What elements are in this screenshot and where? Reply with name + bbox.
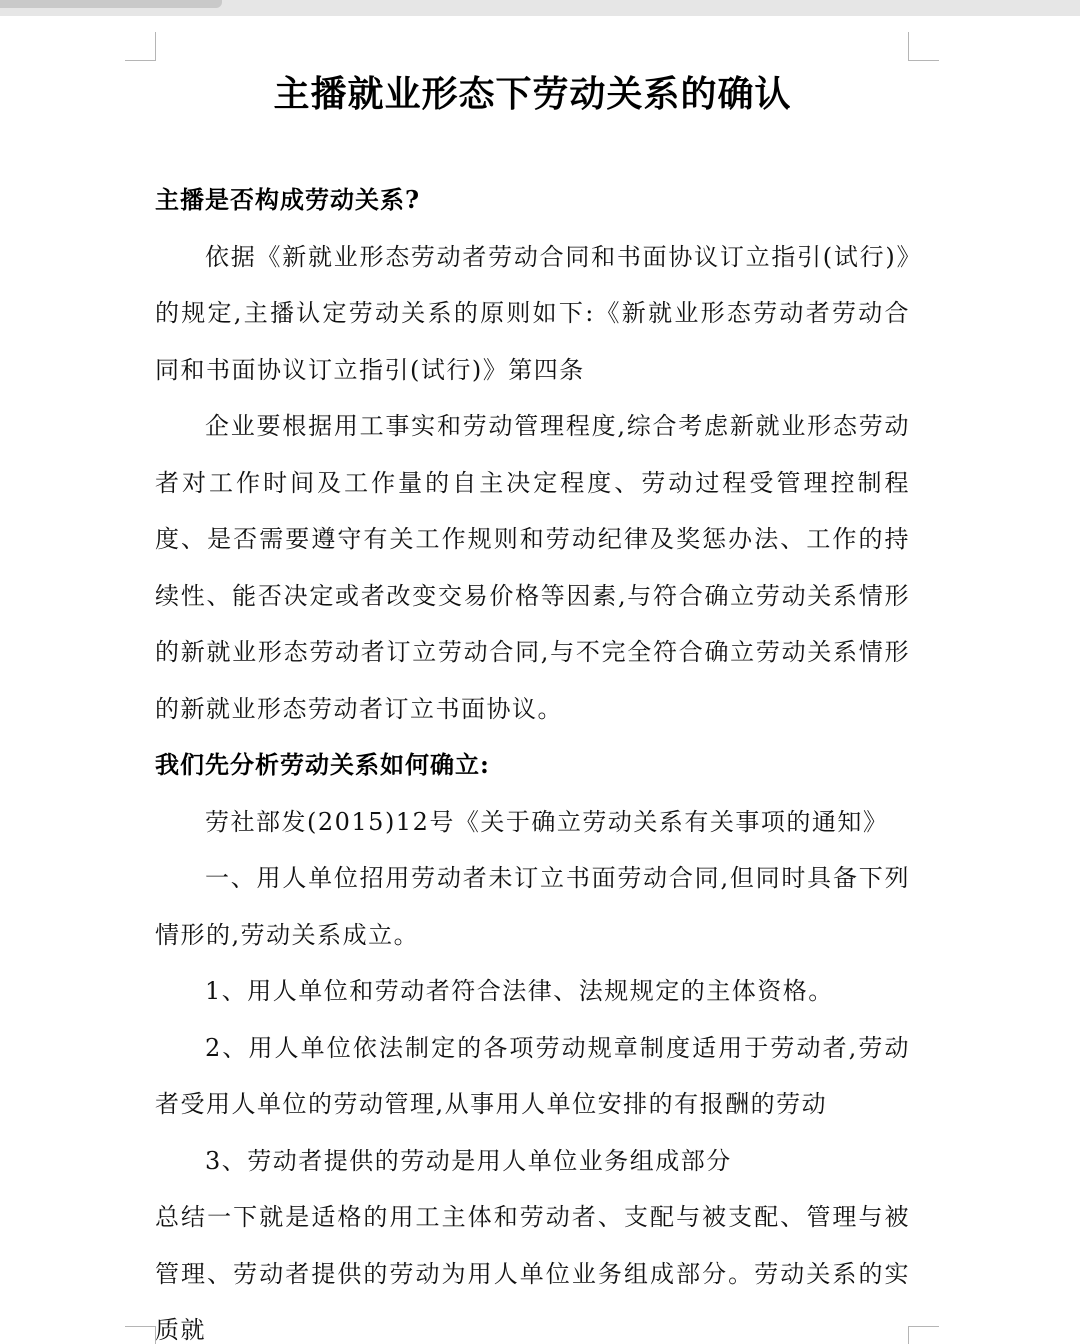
section-heading-1: 主播是否构成劳动关系? bbox=[155, 185, 421, 214]
paragraph-1: 依据《新就业形态劳动者劳动合同和书面协议订立指引(试行)》的规定,主播认定劳动关系的原则如下:《新就业形态劳动者劳动合同和书面协议订立指引(试行)》第四条 bbox=[155, 242, 910, 384]
crop-mark-top-right bbox=[908, 32, 939, 61]
top-scrollbar[interactable] bbox=[0, 0, 1080, 16]
document-title: 主播就业形态下劳动关系的确认 bbox=[273, 74, 792, 115]
summary-paragraph: 总结一下就是适格的用工主体和劳动者、支配与被支配、管理与被管理、劳动者提供的劳动为用人单位业务组成部分。劳动关系的实质就 bbox=[155, 1203, 910, 1344]
paragraph-2: 企业要根据用工事实和劳动管理程度,综合考虑新就业形态劳动者对工作时间及工作量的自主决定程度、劳动过程受管理控制程度、是否需要遵守有关工作规则和劳动纪律及奖惩办法、工作的持续性、能否决定或者改变交易价格等因素,与符合确立劳动关系情形的新就业形态劳动者订立劳动合同,与不完全符合确立劳动关系情形的新就业形态劳动者订立书面协议。 bbox=[155, 412, 910, 723]
title-spacer bbox=[155, 130, 910, 172]
list-item-2: 2、用人单位依法制定的各项劳动规章制度适用于劳动者,劳动者受用人单位的劳动管理,从事用人单位安排的有报酬的劳动 bbox=[155, 1033, 910, 1118]
scrollbar-thumb[interactable] bbox=[0, 0, 222, 8]
paragraph-4: 一、用人单位招用劳动者未订立书面劳动合同,但同时具备下列情形的,劳动关系成立。 bbox=[155, 864, 910, 949]
crop-mark-top-left bbox=[125, 32, 156, 61]
section-heading-2: 我们先分析劳动关系如何确立: bbox=[155, 750, 490, 779]
document-page bbox=[155, 60, 910, 1344]
crop-mark-bottom-right bbox=[908, 1326, 939, 1344]
paragraph-3: 劳社部发(2015)12号《关于确立劳动关系有关事项的通知》 bbox=[205, 807, 889, 836]
crop-mark-bottom-left bbox=[125, 1326, 156, 1344]
list-item-1: 1、用人单位和劳动者符合法律、法规规定的主体资格。 bbox=[205, 977, 834, 1005]
list-item-3: 3、劳动者提供的劳动是用人单位业务组成部分 bbox=[205, 1146, 732, 1175]
